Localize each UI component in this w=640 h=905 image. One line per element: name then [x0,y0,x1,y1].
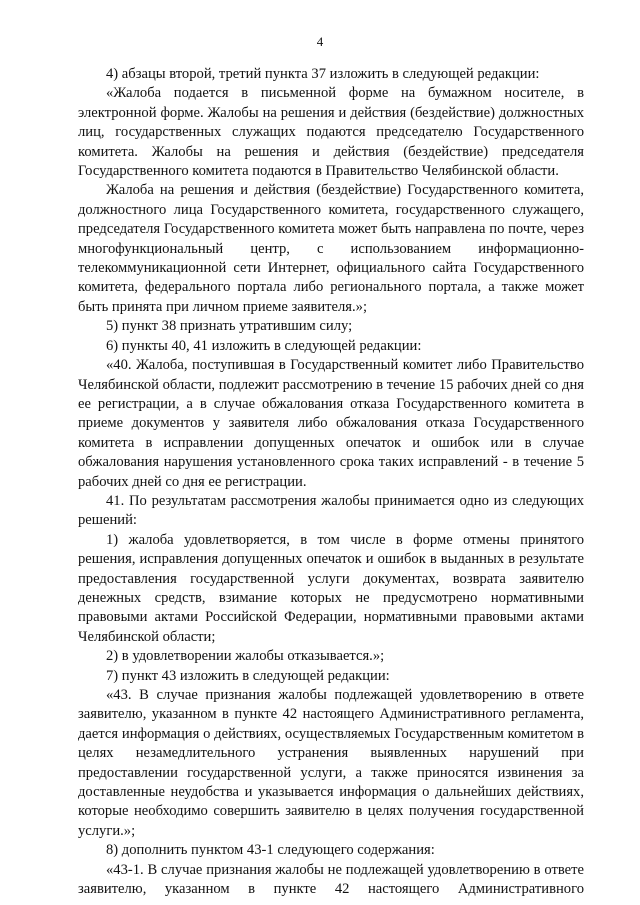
paragraph-amend-4: 4) абзацы второй, третий пункта 37 изложить в следующей редакции: [106,66,540,82]
paragraph-item-41: 41. По результатам рассмотрения жалобы принимается одно из следующих решений: [78,492,584,529]
paragraph-decision-1: 1) жалоба удовлетворяется, в том числе в форме отмены принятого решения, исправления допущенных опечаток и ошибок в выданных в результате предоставления государственной услуги документах, возврата заявителю денежных средств, взимание которых не предусмотрено нормативными правовыми актами Российской Федерации, нормативными правовыми актами Челябинской области; [78,531,584,645]
paragraph-amend-6: 6) пункты 40, 41 изложить в следующей редакции: [106,337,422,354]
page-number: 4 [316,34,324,49]
paragraph-item-43-1: «43-1. В случае признания жалобы не подлежащей удовлетворению в ответе заявителю, указанном в пункте 42 настоящего Административного [78,861,584,898]
paragraph-amend-5: 5) пункт 38 признать утратившим силу; [106,318,353,335]
paragraph-item-40: «40. Жалоба, поступившая в Государственный комитет либо Правительство Челябинской области, подлежит рассмотрению в течение 15 рабочих дней со дня ее регистрации, а в случае обжалования отказа Государственного комитета в приеме документов у заявителя либо обжалования отказа Государственного комитета в исправлении допущенных опечаток и ошибок или в случае обжалования нарушения установленного срока таких исправлений - в течение 5 рабочих дней со дня ее регистрации. [78,357,584,490]
paragraph-complaint-form: «Жалоба подается в письменной форме на бумажном носителе, в электронной форме. Жалобы на решения и действия (бездействие) должностных лиц, государственных служащих подаются председателю Государственного комитета. Жалобы на решения и действия (бездействие) председателя Государственного комитета подаются в Правительство Челябинской области. [78,85,584,180]
paragraph-decision-2: 2) в удовлетворении жалобы отказывается.»; [106,648,385,665]
document-body [78,65,584,899]
paragraph-amend-7: 7) пункт 43 изложить в следующей редакции: [106,667,390,684]
paragraph-complaint-channels: Жалоба на решения и действия (бездействие) Государственного комитета, должностного лица Государственного комитета, государственного служащего, председателя Государственного комитета может быть направлена по почте, через многофункциональный центр, с использованием информационно-телекоммуникационной сети Интернет, официального сайта Государственного комитета, федерального портала либо регионального портала, а также может быть принята при личном приеме заявителя.»; [78,182,584,315]
paragraph-item-43: «43. В случае признания жалобы подлежащей удовлетворению в ответе заявителю, указанном в пункте 42 настоящего Административного регламента, дается информация о действиях, осуществляемых Государственным комитетом в целях незамедлительного устранения выявленных нарушений при предоставлении государственной услуги, а также приносятся извинения за доставленные неудобства и указывается информация о дальнейших действиях, которые необходимо совершить заявителю в целях получения государственной услуги.»; [78,687,584,839]
paragraph-amend-8: 8) дополнить пунктом 43-1 следующего содержания: [106,842,435,859]
